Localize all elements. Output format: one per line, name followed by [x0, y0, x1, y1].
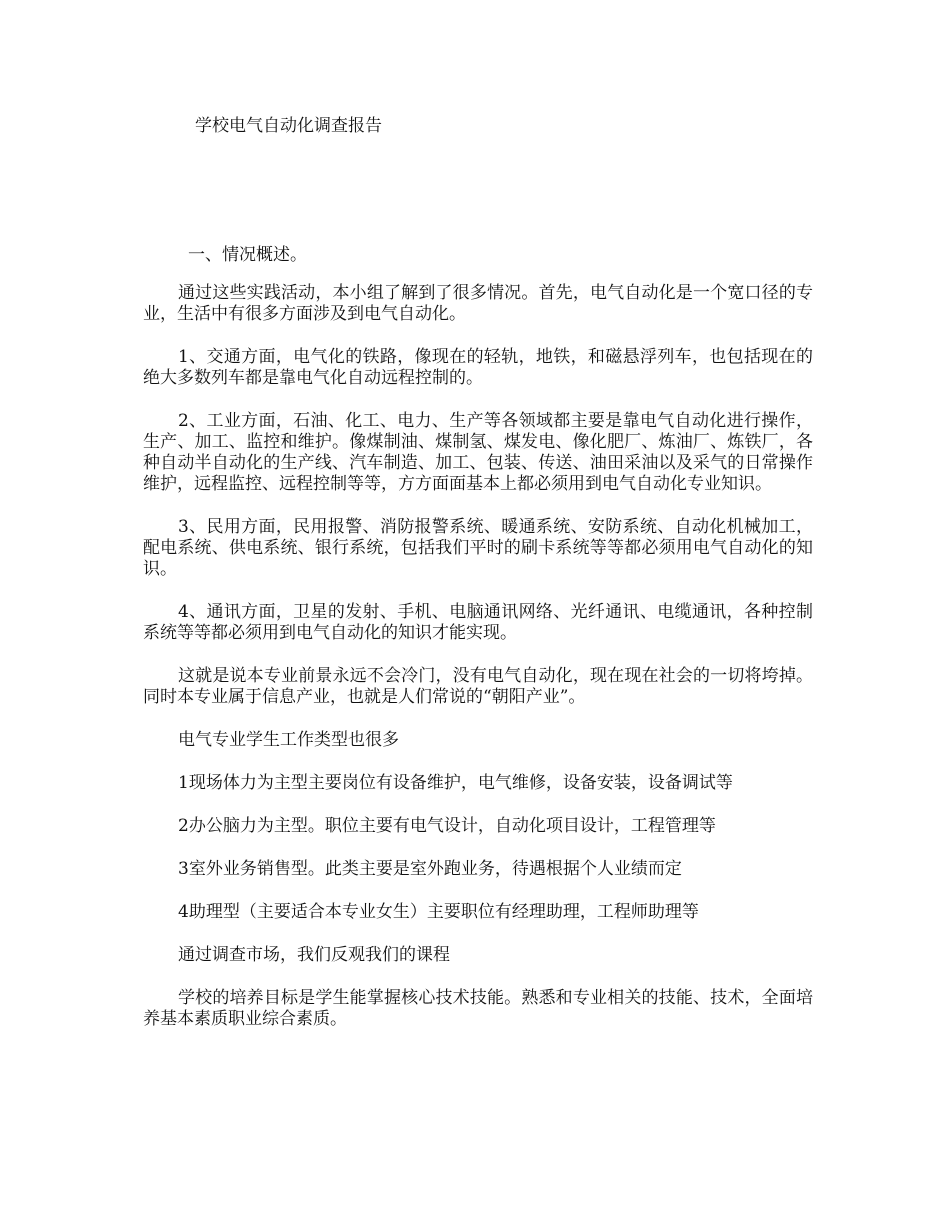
- paragraph-transport: 1、交通方面，电气化的铁路，像现在的轻轨，地铁，和磁悬浮列车，也包括现在的绝大多数列车都是靠电气化自动远程控制的。: [143, 347, 813, 388]
- paragraph-prospect: 这就是说本专业前景永远不会冷门，没有电气自动化，现在现在社会的一切将垮掉。同时本专业属于信息产业，也就是人们常说的“朝阳产业”。: [143, 666, 813, 707]
- paragraph-civil: 3、民用方面，民用报警、消防报警系统、暖通系统、安防系统、自动化机械加工，配电系统、供电系统、银行系统，包括我们平时的刷卡系统等等都必须用电气自动化的知识。: [143, 517, 813, 579]
- document-title: 学校电气自动化调查报告: [195, 116, 382, 136]
- paragraph-job-4: 4助理型（主要适合本专业女生）主要职位有经理助理，工程师助理等: [178, 902, 699, 922]
- paragraph-industry: 2、工业方面，石油、化工、电力、生产等各领域都主要是靠电气自动化进行操作，生产、加工、监控和维护。像煤制油、煤制氢、煤发电、像化肥厂、炼油厂、炼铁厂，各种自动半自动化的生产线、汽车制造、加工、包装、传送、油田采油以及采气的日常操作维护，远程监控、远程控制等等，方方面面基本上都必须用到电气自动化专业知识。: [143, 411, 813, 494]
- paragraph-communication: 4、通讯方面，卫星的发射、手机、电脑通讯网络、光纤通讯、电缆通讯，各种控制系统等等都必须用到电气自动化的知识才能实现。: [143, 602, 813, 643]
- paragraph-job-3: 3室外业务销售型。此类主要是室外跑业务，待遇根据个人业绩而定: [178, 859, 682, 879]
- paragraph-goal: 学校的培养目标是学生能掌握核心技术技能。熟悉和专业相关的技能、技术，全面培养基本素质职业综合素质。: [143, 988, 813, 1029]
- paragraph-job-types: 电气专业学生工作类型也很多: [178, 730, 399, 750]
- paragraph-job-1: 1现场体力为主型主要岗位有设备维护，电气维修，设备安装，设备调试等: [178, 773, 733, 793]
- section-heading: 一、情况概述。: [188, 245, 307, 265]
- paragraph-intro: 通过这些实践活动，本小组了解到了很多情况。首先，电气自动化是一个宽口径的专业，生活中有很多方面涉及到电气自动化。: [143, 283, 813, 324]
- document-body: [143, 283, 813, 1052]
- paragraph-job-2: 2办公脑力为主型。职位主要有电气设计，自动化项目设计，工程管理等: [178, 816, 716, 836]
- paragraph-market: 通过调查市场，我们反观我们的课程: [178, 945, 450, 965]
